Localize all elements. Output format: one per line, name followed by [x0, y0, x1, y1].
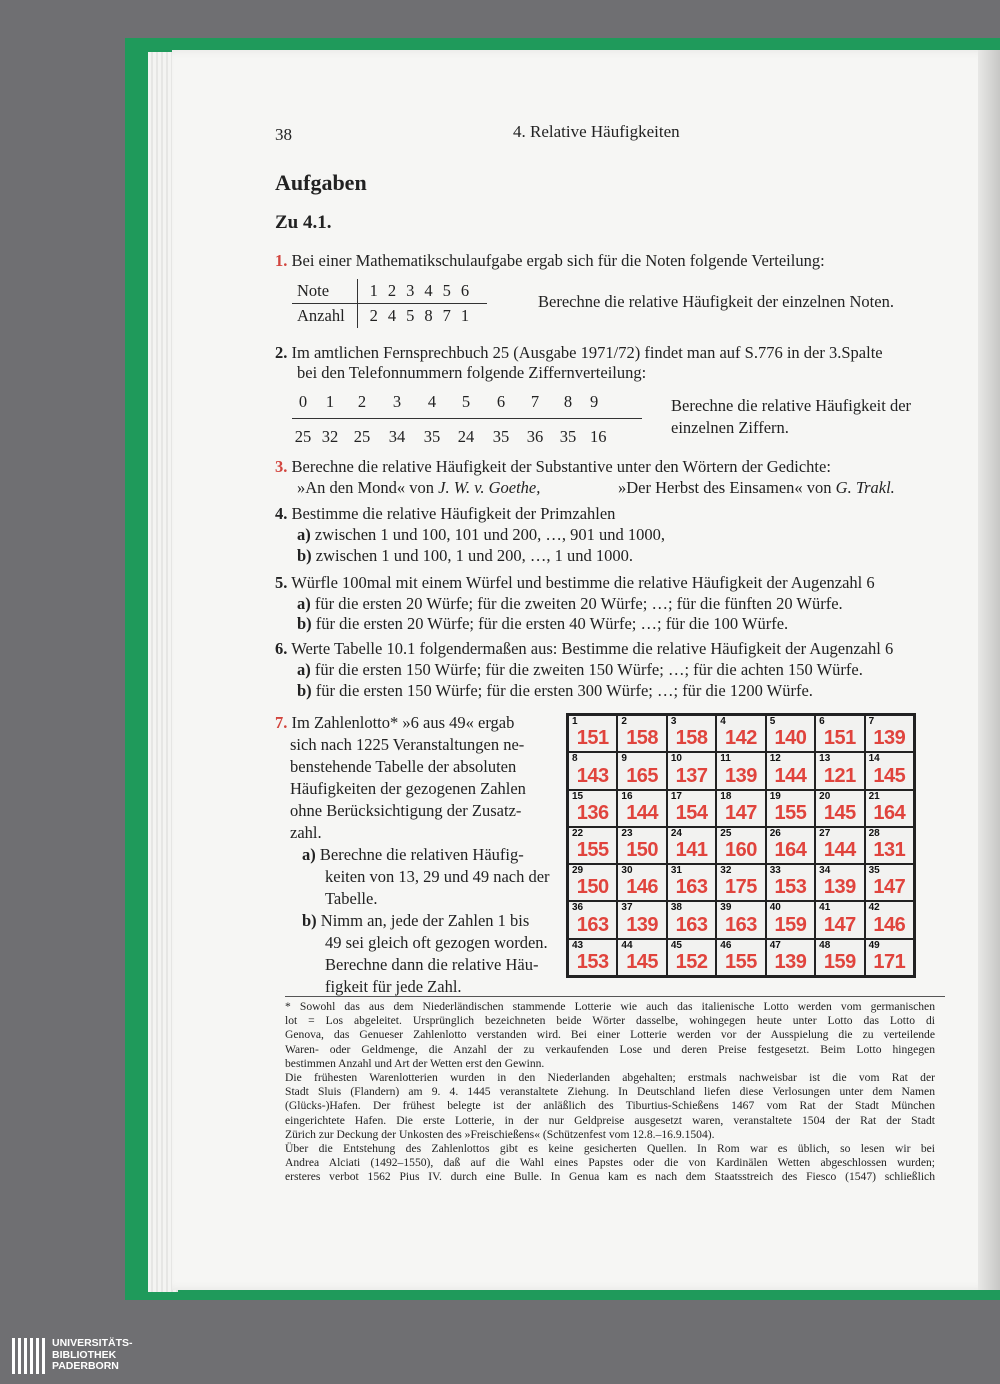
part-text: für die ersten 150 Würfe; für die ersten 300 Würfe; …; für die 1200 Würfe. [315, 681, 813, 700]
table-cell: 2 [387, 281, 397, 300]
table-cell: 0 [298, 392, 308, 411]
row-label: Anzahl [292, 304, 357, 329]
lotto-cell [668, 828, 715, 863]
task-number: 3. [275, 457, 288, 476]
table-cell: 1 [325, 392, 335, 411]
table-cell: 4 [427, 392, 437, 411]
lotto-number: 27 [819, 827, 831, 839]
lotto-number: 44 [621, 939, 633, 951]
subsection-title: Zu 4.1. [275, 212, 332, 233]
lotto-number: 28 [868, 827, 880, 839]
lotto-cell [618, 940, 665, 975]
table-cell: 1 [460, 306, 470, 325]
footnote-line: (Glücks-)Hafen. Der frühest belegte ist der anläßlich des Tiburtius-Schießens 1467 vom Rat der Stadt München [285, 1099, 935, 1113]
table-cell: 24 [457, 427, 475, 446]
table-cell: 35 [492, 427, 510, 446]
lotto-number: 18 [720, 790, 732, 802]
lotto-count: 151 [576, 727, 609, 750]
task-line: keiten von 13, 29 und 49 nach der [325, 867, 550, 886]
footnote-line: Zürich zur Deckung der Unkosten des »Freischießens« (Schützenfest vom 12.8.–16.9.1504). [285, 1127, 715, 1141]
lotto-cell [717, 940, 764, 975]
logo-bars-icon [12, 1338, 46, 1374]
lotto-number: 14 [868, 753, 880, 765]
lotto-count: 154 [675, 801, 708, 824]
lotto-cell [668, 902, 715, 937]
lotto-cell [569, 828, 616, 863]
lotto-number: 49 [868, 939, 880, 951]
page-gutter [978, 50, 1000, 1290]
lotto-count: 155 [774, 801, 807, 824]
task-number: 4. [275, 504, 288, 523]
lotto-cell [767, 902, 814, 937]
lotto-count: 131 [873, 839, 906, 862]
table-cell: 4 [387, 306, 397, 325]
table-cell: 5 [406, 306, 415, 325]
footnote-line: ersteres verbot 1562 Pius IV. durch eine Bulle. In Genua kam es nach dem Staatsstreich des Fiesco (1547) schließlich [285, 1170, 935, 1184]
task-1-instruction: Berechne die relative Häufigkeit der einzelnen Noten. [538, 292, 894, 311]
lotto-count: 155 [576, 839, 609, 862]
lotto-cell [668, 940, 715, 975]
instruction-line: Berechne die relative Häufigkeit der [671, 396, 912, 415]
lotto-cell [767, 753, 814, 788]
task-line: Berechne die relativen Häufig- [319, 845, 524, 864]
lotto-count: 139 [823, 876, 856, 899]
task-line: Tabelle. [325, 889, 378, 908]
lotto-cell [717, 716, 764, 751]
part-label: b) [297, 614, 312, 633]
lotto-count: 144 [626, 801, 659, 824]
poem-author: G. Trakl. [835, 478, 895, 497]
lotto-cell [816, 828, 863, 863]
table-cell: 25 [353, 427, 371, 446]
lotto-cell [717, 828, 764, 863]
task-text: Berechne die relative Häufigkeit der Substantive unter den Wörtern der Gedichte: [291, 457, 831, 476]
lotto-number: 11 [720, 753, 731, 765]
lotto-number: 29 [572, 865, 584, 877]
lotto-cell [816, 902, 863, 937]
lotto-cell [717, 865, 764, 900]
table-cell: 1 [369, 281, 378, 300]
task-text: Würfle 100mal mit einem Würfel und bestimme die relative Häufigkeit der Augenzahl 6 [291, 573, 875, 592]
lotto-cell [569, 753, 616, 788]
part-text: zwischen 1 und 100, 1 und 200, …, 1 und 1000. [315, 546, 633, 565]
task-4b [297, 545, 633, 567]
table-cell: 7 [442, 306, 451, 325]
part-text: für die ersten 20 Würfe; für die ersten 40 Würfe; …; für die 100 Würfe. [315, 614, 789, 633]
lotto-number: 24 [670, 827, 682, 839]
task-line: Häufigkeiten der gezogenen Zahlen [290, 779, 526, 798]
lotto-number: 7 [868, 716, 875, 727]
lotto-number: 22 [572, 827, 584, 839]
table-cell: 35 [423, 427, 441, 446]
lotto-count: 147 [823, 913, 856, 936]
lotto-number: 30 [621, 865, 633, 877]
lotto-number: 5 [769, 716, 776, 727]
lotto-cell [767, 716, 814, 751]
task-2 [275, 342, 883, 364]
table-cell: 3 [406, 281, 415, 300]
task-text: Bestimme die relative Häufigkeit der Primzahlen [291, 504, 616, 523]
lotto-count: 151 [823, 727, 856, 750]
lotto-number: 43 [572, 939, 584, 951]
lotto-number: 19 [769, 790, 781, 802]
lotto-number: 10 [670, 753, 682, 765]
lotto-count: 175 [725, 876, 757, 899]
task-line: Berechne dann die relative Häu- [325, 955, 539, 974]
lotto-count: 164 [774, 839, 807, 862]
lotto-number: 1 [572, 716, 578, 727]
task-5 [275, 572, 875, 594]
lotto-number: 45 [670, 939, 682, 951]
part-label: b) [297, 681, 312, 700]
lotto-count: 145 [823, 801, 856, 824]
lotto-cell [618, 716, 665, 751]
lotto-count: 143 [576, 764, 609, 787]
lotto-cell [866, 716, 913, 751]
lotto-cell [866, 828, 913, 863]
lotto-number: 35 [868, 865, 880, 877]
table-cell: 6 [496, 392, 506, 411]
lotto-count: 159 [823, 950, 856, 973]
lotto-number: 46 [720, 939, 732, 951]
lotto-cell [866, 902, 913, 937]
task-6a [297, 659, 863, 681]
logo-line: PADERBORN [52, 1360, 119, 1372]
task-2-instruction [671, 395, 911, 439]
task-3 [275, 456, 831, 478]
table-cell: 5 [442, 281, 451, 300]
lotto-number: 39 [720, 902, 732, 914]
lotto-count: 163 [675, 876, 708, 899]
lotto-number: 38 [670, 902, 682, 914]
logo-line: BIBLIOTHEK [52, 1348, 117, 1361]
table-cell: 8 [424, 306, 433, 325]
table-cell: 35 [559, 427, 577, 446]
part-label: b) [302, 911, 317, 930]
lotto-frequency-table [566, 713, 916, 978]
lotto-count: 137 [675, 764, 708, 787]
lotto-cell [569, 902, 616, 937]
task-5a [297, 593, 843, 615]
task-number: 5. [275, 573, 288, 592]
lotto-count: 136 [576, 801, 609, 824]
lotto-cell [816, 940, 863, 975]
lotto-cell [717, 902, 764, 937]
task-4 [275, 503, 615, 525]
table-cell: 25 [294, 427, 312, 446]
lotto-cell [569, 791, 616, 826]
lotto-cell [618, 902, 665, 937]
footnote-line: Waren- oder Geldmenge, die Anzahl der zu verkaufenden Lose und deren Preise festgesetzt. Beim Lotto hingegen [285, 1042, 935, 1056]
lotto-number: 17 [670, 790, 682, 802]
task-line: Im Zahlenlotto* »6 aus 49« ergab [291, 713, 515, 732]
task-number: 7. [275, 713, 288, 732]
grade-distribution-table [292, 279, 487, 328]
footnote-line: bestimmen Anzahl und Art der Wetten erst den Gewinn. [285, 1056, 545, 1070]
table-cell: 9 [590, 392, 599, 411]
lotto-cell [717, 753, 764, 788]
task-line: ohne Berücksichtigung der Zusatz- [290, 801, 522, 820]
page-number: 38 [275, 125, 292, 144]
poem-title: »Der Herbst des Einsamen« von [618, 478, 832, 497]
poem-1 [297, 477, 540, 499]
table-cell: 36 [526, 427, 544, 446]
lotto-count: 165 [626, 764, 659, 787]
footnote-line: Andrea Alciati (1492–1550), daß auf die Wahl eines Papstes oder die von Kardinälen Wetten abgeschlossen wurden; [285, 1156, 935, 1170]
part-text: für die ersten 150 Würfe; für die zweiten 150 Würfe; …; für die achten 150 Würfe. [314, 660, 863, 679]
footnote-rule [285, 996, 945, 997]
lotto-cell [866, 791, 913, 826]
lotto-number: 16 [621, 790, 633, 802]
task-text: bei den Telefonnummern folgende Ziffernverteilung: [297, 363, 647, 382]
running-title: 4. Relative Häufigkeiten [513, 122, 680, 141]
poem-author: J. W. v. Goethe, [438, 478, 541, 497]
task-text: Werte Tabelle 10.1 folgendermaßen aus: Bestimme die relative Häufigkeit der Augenzahl 6 [291, 639, 894, 658]
task-line: zahl. [290, 823, 322, 842]
lotto-cell [816, 716, 863, 751]
lotto-cell [668, 716, 715, 751]
lotto-count: 150 [576, 876, 609, 899]
lotto-count: 139 [873, 727, 906, 750]
footnote-line: Die frühesten Warenlotterien wurden in den Niederlanden abgehalten; erstmals nachweisbar ist die vom Rat der [285, 1071, 935, 1085]
lotto-count: 163 [675, 913, 708, 936]
lotto-cell [767, 791, 814, 826]
lotto-count: 155 [725, 950, 757, 973]
part-label: a) [297, 525, 311, 544]
task-line: benstehende Tabelle der absoluten [290, 757, 517, 776]
logo-text [52, 1338, 133, 1373]
table-cell: 2 [357, 392, 367, 411]
lotto-count: 163 [576, 913, 609, 936]
poem-title: »An den Mond« von [297, 478, 435, 497]
lotto-number: 33 [769, 865, 781, 877]
poem-2 [618, 477, 895, 499]
table-cell: 32 [321, 427, 339, 446]
task-6b [297, 680, 813, 702]
digit-distribution-table [292, 388, 642, 447]
task-7 [275, 712, 560, 998]
lotto-count: 152 [675, 950, 708, 973]
lotto-cell [767, 865, 814, 900]
lotto-count: 159 [774, 913, 807, 936]
table-cell: 7 [530, 392, 540, 411]
part-label: a) [297, 660, 311, 679]
task-line: sich nach 1225 Veranstaltungen ne- [290, 735, 525, 754]
table-cell: 34 [388, 427, 406, 446]
lotto-number: 41 [819, 902, 831, 914]
task-line: Nimm an, jede der Zahlen 1 bis [320, 911, 530, 930]
lotto-cell [618, 865, 665, 900]
table-cell: 6 [460, 281, 470, 300]
lotto-number: 26 [769, 827, 781, 839]
lotto-number: 25 [720, 827, 732, 839]
lotto-cell [866, 865, 913, 900]
lotto-count: 171 [873, 950, 906, 973]
part-label: b) [297, 546, 312, 565]
lotto-count: 139 [774, 950, 807, 973]
table-cell: 16 [590, 427, 607, 446]
lotto-cell [866, 940, 913, 975]
footnote-line: Stadt Sluis (Flandern) am 9. 4. 1445 veranstaltete Ziehung. In Deutschland liefen diese Verlosungen unter dem Namen [285, 1085, 935, 1099]
task-text: Bei einer Mathematikschulaufgabe ergab sich für die Noten folgende Verteilung: [291, 251, 825, 270]
section-title: Aufgaben [275, 170, 367, 195]
lotto-cell [668, 791, 715, 826]
lotto-count: 140 [774, 727, 807, 750]
task-1 [275, 250, 825, 272]
lotto-cell [717, 791, 764, 826]
lotto-cell [668, 865, 715, 900]
lotto-number: 4 [720, 716, 726, 727]
lotto-count: 153 [774, 876, 807, 899]
table-cell: 8 [563, 392, 573, 411]
task-4a [297, 524, 665, 546]
footnote-line: Über die Entstehung des Zahlenlottos gibt es keine gesicherten Quellen. In Rom war es üblich, so lesen wir bei [285, 1142, 935, 1156]
task-line: 49 sei gleich oft gezogen worden. [325, 933, 548, 952]
lotto-number: 40 [769, 902, 781, 914]
lotto-count: 153 [576, 950, 609, 973]
lotto-number: 3 [670, 716, 677, 727]
lotto-cell [767, 828, 814, 863]
lotto-count: 121 [823, 764, 856, 787]
task-text: Im amtlichen Fernsprechbuch 25 (Ausgabe 1971/72) findet man auf S.776 in der 3.Spalte [291, 343, 883, 362]
lotto-number: 36 [572, 902, 584, 914]
instruction-line: einzelnen Ziffern. [671, 418, 789, 437]
lotto-number: 13 [819, 753, 831, 765]
task-number: 6. [275, 639, 288, 658]
lotto-number: 12 [769, 753, 781, 765]
part-text: zwischen 1 und 100, 101 und 200, …, 901 und 1000, [314, 525, 666, 544]
table-cell: 5 [461, 392, 471, 411]
lotto-number: 9 [621, 753, 627, 765]
table-cell: 4 [424, 281, 433, 300]
lotto-count: 139 [626, 913, 659, 936]
footnote-line: eingerichtete Hafen. Die erste Lotterie, in der nur Geldpreise ausgesetzt waren, veranstaltete 1504 der Rat der Stadt [285, 1113, 935, 1127]
lotto-cell [816, 791, 863, 826]
lotto-count: 145 [873, 764, 906, 787]
lotto-count: 139 [725, 764, 757, 787]
lotto-count: 164 [873, 801, 906, 824]
lotto-cell [618, 828, 665, 863]
lotto-number: 8 [572, 753, 578, 765]
lotto-number: 37 [621, 902, 633, 914]
footnote-line: lot = Los abgeleitet. Ursprünglich bezeichneten beide Wörter dasselbe, wohingegen heute unter Lotto das Lotto di [285, 1014, 935, 1028]
lotto-number: 21 [868, 790, 880, 802]
lotto-number: 6 [819, 716, 825, 727]
lotto-count: 147 [725, 801, 757, 824]
table-cell: 2 [369, 306, 378, 325]
lotto-cell [569, 940, 616, 975]
lotto-count: 142 [725, 727, 757, 750]
footnote [285, 1000, 935, 1185]
lotto-number: 47 [769, 939, 781, 951]
part-label: a) [302, 845, 316, 864]
lotto-cell [618, 791, 665, 826]
part-text: für die ersten 20 Würfe; für die zweiten 20 Würfe; …; für die fünften 20 Würfe. [314, 594, 843, 613]
lotto-count: 147 [873, 876, 906, 899]
lotto-number: 23 [621, 827, 633, 839]
lotto-count: 144 [823, 839, 856, 862]
task-number: 1. [275, 251, 288, 270]
lotto-number: 31 [670, 865, 682, 877]
lotto-cell [668, 753, 715, 788]
lotto-cell [618, 753, 665, 788]
lotto-count: 158 [626, 727, 659, 750]
logo-line: UNIVERSITÄTS- [52, 1337, 133, 1349]
task-number: 2. [275, 343, 288, 362]
lotto-number: 15 [572, 790, 584, 802]
lotto-count: 158 [675, 727, 708, 750]
task-6 [275, 638, 893, 660]
lotto-cell [816, 865, 863, 900]
lotto-number: 32 [720, 865, 732, 877]
lotto-count: 146 [873, 913, 906, 936]
lotto-count: 141 [675, 839, 708, 862]
lotto-cell [866, 753, 913, 788]
lotto-count: 150 [626, 839, 659, 862]
lotto-count: 145 [626, 950, 659, 973]
lotto-cell [569, 865, 616, 900]
table-cell: 3 [392, 392, 402, 411]
task-5b [297, 613, 788, 635]
task-line: figkeit für jede Zahl. [325, 977, 462, 996]
lotto-cell [816, 753, 863, 788]
row-label: Note [292, 279, 357, 304]
lotto-count: 144 [774, 764, 807, 787]
lotto-count: 163 [725, 913, 757, 936]
lotto-number: 34 [819, 865, 831, 877]
footnote-line: * Sowohl das aus dem Niederländischen stammende Lotterie wie auch das italienische Lotto werden vom germanischen [285, 1000, 935, 1013]
part-label: a) [297, 594, 311, 613]
lotto-number: 20 [819, 790, 831, 802]
lotto-count: 146 [626, 876, 659, 899]
footnote-line: Genova, das Genueser Zahlenlotto verstanden wird. Bei einer Lotterie werden vor der Ausspielung die zu verteilende [285, 1028, 935, 1042]
lotto-number: 48 [819, 939, 831, 951]
lotto-number: 42 [868, 902, 880, 914]
lotto-number: 2 [621, 716, 627, 727]
lotto-cell [569, 716, 616, 751]
lotto-cell [767, 940, 814, 975]
lotto-count: 160 [725, 839, 757, 862]
